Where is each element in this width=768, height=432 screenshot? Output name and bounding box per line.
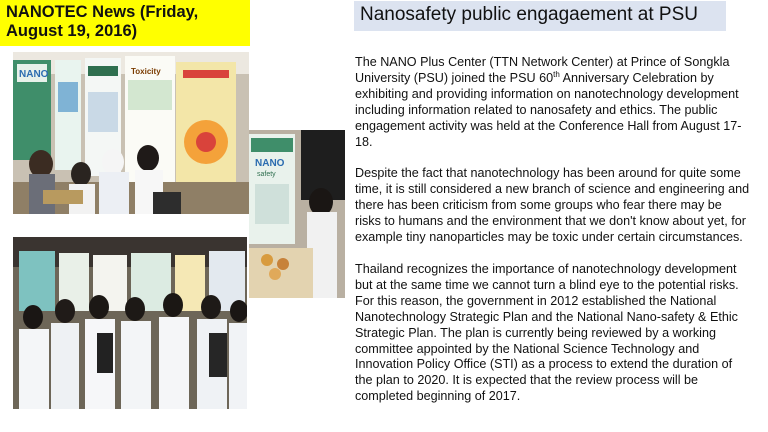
news-banner [0, 0, 250, 46]
page-title: Nanosafety public engagaement at PSU [354, 1, 726, 31]
poster-brand-text-1: NANO [19, 69, 49, 80]
poster-sub-text: safety [257, 171, 276, 178]
exhibition-photo-table [249, 130, 345, 298]
exhibition-photo-booth [13, 52, 249, 214]
article-paragraph-1: The NANO Plus Center (TTN Network Center) at Prince of Songkla University (PSU) joined the PSU 60th Anniversary Celebration by exhibiting and providing information on nanotechnology development including information related to nanosafety and ethics. The public engagement activity was held at the Conference Hall from August 17-18. [355, 55, 742, 149]
exhibition-photo-students [13, 237, 247, 409]
poster-brand-text-2: NANO [255, 158, 285, 169]
article-paragraph-2: Despite the fact that nanotechnology has been around for quite some time, it is still considered a new branch of science and engineering and there has been criticism from some groups who fear there may be risks to humans and the environment that we don't know about yet, for example tiny nanoparticles may be toxic under certain circumstances. [355, 166, 750, 245]
article-paragraph-3: Thailand recognizes the importance of nanotechnology development but at the same time we cannot turn a blind eye to the potential risks. For this reason, the government in 2012 established the National Nanotechnology Strategic Plan and the National Nano-safety & Ethic Strategic Plan. The plan is currently being reviewed by a working committee appointed by the National Science Technology and Innovation Policy Office (STI) as a process to extend the duration of the plan to 2020. It is expected that the review process will be completed beginning of 2017. [355, 261, 739, 404]
article-body [355, 55, 750, 421]
poster-title-text: Toxicity [131, 67, 161, 76]
banner-line-2: August 19, 2016) [6, 22, 138, 40]
banner-line-1: NANOTEC News (Friday, [6, 3, 199, 21]
